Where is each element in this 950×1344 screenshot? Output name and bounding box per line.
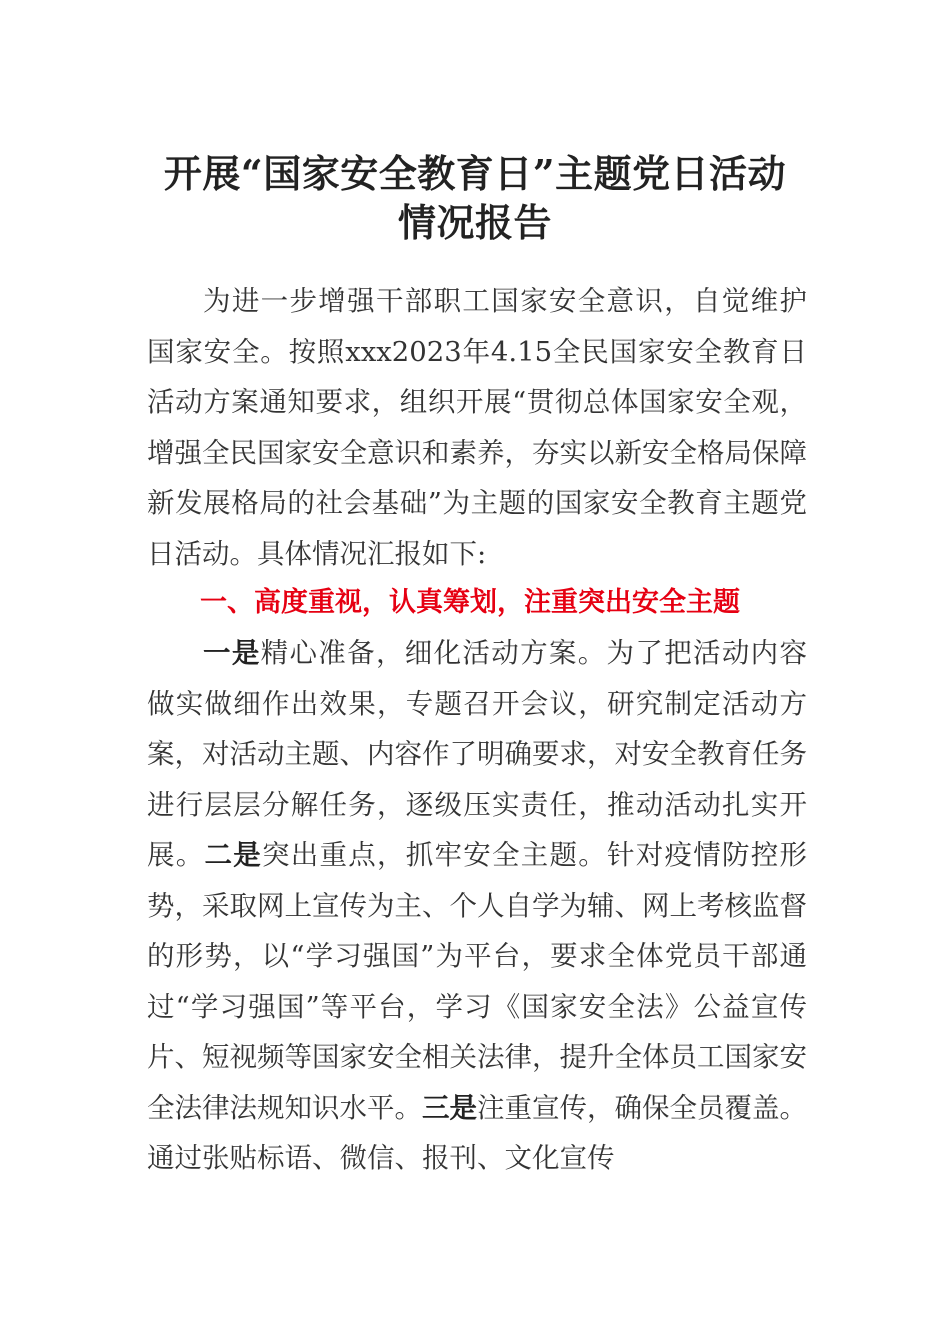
intro-paragraph: [147, 276, 807, 579]
section1-heading: 一、高度重视，认真筹划，注重突出安全主题: [200, 587, 740, 618]
lead-third: 三是: [422, 1091, 477, 1124]
lead-second: 二是: [204, 839, 262, 871]
text-third: 注重宣传，确保全员覆盖。通过张贴标语、微信、报刊、文化宣传: [147, 1091, 807, 1174]
intro-paragraph-text: 为进一步增强干部职工国家安全意识，自觉维护国家安全。按照xxx2023年4.15全民国家安全教育日活动方案通知要求，组织开展“贯彻总体国家安全观，增强全民国家安全意识和素养，夯实以新安全格局保障新发展格局的社会基础”为主题的国家安全教育主题党日活动。具体情况汇报如下:: [147, 285, 807, 570]
document-title-line1: 开展“国家安全教育日”主题党日活动: [163, 151, 787, 196]
text-second: 突出重点，抓牢安全主题。针对疫情防控形势，采取网上宣传为主、个人自学为辅、网上考核监督的形势，以“学习强国”为平台，要求全体党员干部通过“学习强国”等平台，学习《国家安全法》公益宣传片、短视频等国家安全相关法律，提升全体员工国家安全法律法规知识水平。: [147, 839, 807, 1124]
lead-first: 一是: [203, 637, 261, 669]
text-first: 精心准备，细化活动方案。为了把活动内容做实做细作出效果，专题召开会议，研究制定活动方案，对活动主题、内容作了明确要求，对安全教育任务进行层层分解任务，逐级压实责任，推动活动扎实开展。: [147, 637, 808, 871]
section1-paragraph-text: [147, 628, 807, 1184]
document-title-line2: 情况报告: [397, 200, 552, 245]
section1-paragraph: [147, 628, 807, 1184]
